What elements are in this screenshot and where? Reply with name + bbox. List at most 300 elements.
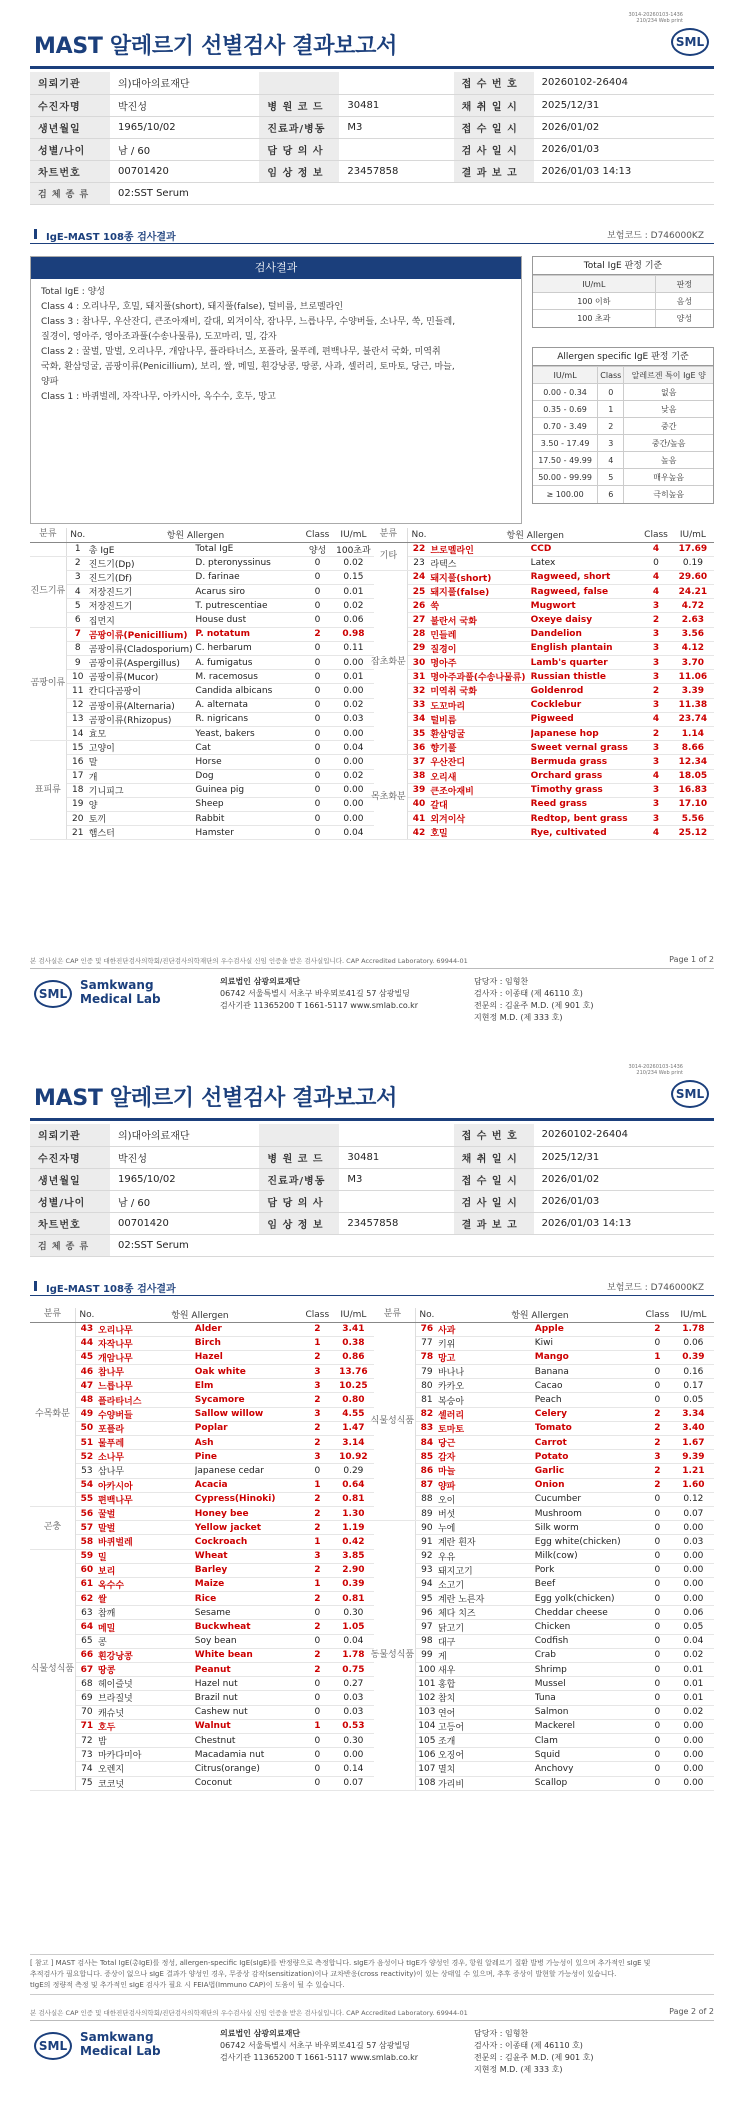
allergen-name-ko: 헤이즐넛 [98, 1677, 195, 1691]
allergen-value: 0.03 [333, 1691, 374, 1705]
allergen-class: 0 [302, 698, 333, 712]
allergen-name-en: Tomato [535, 1421, 642, 1435]
info-value: 23457858 [339, 160, 453, 182]
allergen-no: 62 [75, 1592, 98, 1606]
allergen-row [30, 1521, 374, 1535]
allergen-value: 1.78 [673, 1322, 714, 1336]
allergen-no: 27 [407, 613, 430, 627]
info-row [30, 138, 714, 160]
allergen-row [370, 783, 714, 797]
allergen-no: 67 [75, 1663, 98, 1677]
allergen-value: 0.01 [673, 1663, 714, 1677]
info-value: 30481 [339, 94, 453, 116]
allergen-class: 0 [302, 769, 333, 783]
info-row [30, 182, 714, 204]
allergen-name-ko: 우산잔디 [430, 755, 530, 769]
criteria-cell: ≥ 100.00 [533, 486, 598, 503]
allergen-value: 3.39 [672, 684, 714, 698]
allergen-no: 101 [415, 1677, 438, 1691]
allergen-name-ko: 곰팡이류(Aspergillus) [89, 656, 196, 670]
allergen-row [370, 1776, 714, 1790]
allergen-class: 4 [640, 585, 672, 599]
allergen-name-ko: 곰팡이류(Penicillium) [89, 627, 196, 641]
info-label: 성별/나이 [30, 1190, 110, 1212]
allergen-col: IU/mL [333, 528, 374, 542]
group-label: 식물성식품 [30, 1664, 75, 1675]
allergen-name-en: Timothy grass [531, 783, 641, 797]
info-value: 2026/01/02 [534, 1168, 714, 1190]
allergen-row [30, 1436, 374, 1450]
criteria-row [533, 452, 713, 469]
allergen-no: 73 [75, 1748, 98, 1762]
allergen-name-ko: 가리비 [438, 1776, 535, 1790]
allergen-no: 80 [415, 1379, 438, 1393]
allergen-name-ko: 라텍스 [430, 556, 530, 570]
allergen-name-ko: 명아주 [430, 656, 530, 670]
allergen-no: 91 [415, 1535, 438, 1549]
allergen-value: 0.86 [333, 1350, 374, 1364]
allergen-row [370, 797, 714, 811]
info-row [30, 1234, 714, 1256]
allergen-name-en: Crab [535, 1648, 642, 1662]
allergen-name-ko: 계란 흰자 [438, 1535, 535, 1549]
allergen-no: 15 [66, 741, 89, 755]
allergen-value: 0.02 [333, 599, 374, 613]
allergen-name-en: Cypress(Hinoki) [195, 1492, 302, 1506]
allergen-class: 0 [642, 1663, 673, 1677]
allergen-name-ko: 조개 [438, 1733, 535, 1747]
allergen-name-en: Peanut [195, 1663, 302, 1677]
specific-ige-title: Allergen specific IgE 판정 기준 [533, 348, 713, 366]
allergen-name-ko: 버섯 [438, 1506, 535, 1520]
allergen-name-en: Scallop [535, 1776, 642, 1790]
allergen-no: 76 [415, 1322, 438, 1336]
allergen-table-p1-right [370, 528, 714, 840]
allergen-class: 0 [302, 1776, 333, 1790]
allergen-name-ko: 땅콩 [98, 1663, 195, 1677]
allergen-no: 74 [75, 1762, 98, 1776]
allergen-class: 2 [302, 1506, 333, 1520]
allergen-row [370, 1393, 714, 1407]
allergen-name-en: Sycamore [195, 1393, 302, 1407]
allergen-name-ko: 고양이 [89, 741, 196, 755]
info-row [30, 72, 714, 94]
allergen-name-ko: 토끼 [89, 812, 196, 826]
allergen-no: 98 [415, 1634, 438, 1648]
allergen-class: 0 [302, 684, 333, 698]
allergen-row [370, 1563, 714, 1577]
allergen-class: 2 [642, 1436, 673, 1450]
allergen-no: 12 [66, 698, 89, 712]
allergen-value: 0.30 [333, 1733, 374, 1747]
allergen-class: 1 [302, 1478, 333, 1492]
allergen-row [370, 1691, 714, 1705]
allergen-no: 53 [75, 1464, 98, 1478]
allergen-row [370, 1521, 714, 1535]
allergen-name-ko: 고등어 [438, 1719, 535, 1733]
allergen-row [30, 1634, 374, 1648]
allergen-name-en: Cheddar cheese [535, 1606, 642, 1620]
info-label: 접 수 일 시 [454, 116, 534, 138]
allergen-name-en: Carrot [535, 1436, 642, 1450]
allergen-no: 59 [75, 1549, 98, 1563]
allergen-row [30, 1691, 374, 1705]
allergen-value: 0.00 [673, 1748, 714, 1762]
allergen-name-ko: 체다 치즈 [438, 1606, 535, 1620]
allergen-class: 2 [302, 1322, 333, 1336]
criteria-cell: 극히높음 [624, 486, 713, 503]
allergen-class: 4 [640, 769, 672, 783]
allergen-value: 3.40 [673, 1421, 714, 1435]
allergen-class: 2 [302, 1563, 333, 1577]
allergen-no: 7 [66, 627, 89, 641]
allergen-no: 83 [415, 1421, 438, 1435]
allergen-value: 0.00 [673, 1577, 714, 1591]
page-number: Page 2 of 2 [669, 2007, 714, 2016]
allergen-class: 0 [302, 1634, 333, 1648]
allergen-row [30, 613, 374, 627]
allergen-col: No. [66, 528, 89, 542]
allergen-row [370, 755, 714, 769]
allergen-value: 17.69 [672, 542, 714, 556]
allergen-name-ko: 말 [89, 755, 196, 769]
allergen-class: 0 [302, 585, 333, 599]
info-row [30, 94, 714, 116]
allergen-class: 3 [302, 1365, 333, 1379]
allergen-value: 0.01 [673, 1677, 714, 1691]
allergen-class: 0 [642, 1549, 673, 1563]
allergen-name-ko: 포플라 [98, 1421, 195, 1435]
allergen-name-ko: 브로멜라인 [430, 542, 530, 556]
allergen-class: 0 [642, 1776, 673, 1790]
allergen-no: 32 [407, 684, 430, 698]
allergen-name-ko: 오징어 [438, 1748, 535, 1762]
allergen-row [370, 1379, 714, 1393]
allergen-col: 항원 Allergen [89, 528, 302, 542]
allergen-class: 0 [302, 1705, 333, 1719]
group-label: 식물성식품 [370, 1415, 415, 1426]
patient-info-table [30, 72, 714, 205]
allergen-no: 92 [415, 1549, 438, 1563]
allergen-class: 4 [640, 570, 672, 584]
allergen-name-en: Honey bee [195, 1506, 302, 1520]
allergen-row [370, 1336, 714, 1350]
allergen-name-ko: 오리나무 [98, 1322, 195, 1336]
allergen-name-en: Ragweed, short [531, 570, 641, 584]
allergen-value: 0.39 [333, 1577, 374, 1591]
note-line: tIgE의 정량적 측정 및 추가적인 sIgE 검사가 필요 시 FEIA법(Immuno CAP)이 도움이 될 수 있습니다. [30, 1981, 345, 1989]
allergen-name-ko: 저장진드기 [89, 599, 196, 613]
allergen-row [370, 1450, 714, 1464]
info-value: 20260102-26404 [534, 72, 714, 94]
allergen-name-en: Japanese hop [531, 726, 641, 740]
allergen-no: 11 [66, 684, 89, 698]
allergen-value: 0.01 [333, 585, 374, 599]
allergen-name-en: Horse [195, 755, 302, 769]
allergen-no: 55 [75, 1492, 98, 1506]
signatures: 담당자 : 임형찬 검사자 : 이종태 (제 46110 호) 전문의 : 김윤주 M.D. (제 901 호) 지현정 M.D. (제 333 호) [474, 977, 594, 1022]
allergen-name-en: Rice [195, 1592, 302, 1606]
allergen-no: 41 [407, 812, 430, 826]
allergen-class: 1 [302, 1336, 333, 1350]
allergen-value: 0.03 [673, 1535, 714, 1549]
allergen-name-ko: 계란 노른자 [438, 1592, 535, 1606]
allergen-row [370, 542, 714, 556]
allergen-col: 항원 Allergen [430, 528, 640, 542]
allergen-name-en: Guinea pig [195, 783, 302, 797]
allergen-name-ko: 카카오 [438, 1379, 535, 1393]
info-value: M3 [339, 116, 453, 138]
allergen-name-ko: 메밀 [98, 1620, 195, 1634]
allergen-name-ko: 망고 [438, 1350, 535, 1364]
allergen-name-en: Rabbit [195, 812, 302, 826]
allergen-value: 1.14 [672, 726, 714, 740]
allergen-no: 94 [415, 1577, 438, 1591]
allergen-class: 0 [642, 1492, 673, 1506]
allergen-value: 0.02 [333, 769, 374, 783]
allergen-value: 0.00 [673, 1521, 714, 1535]
allergen-class: 0 [302, 812, 333, 826]
allergen-class: 0 [642, 1535, 673, 1549]
allergen-name-ko: 소고기 [438, 1577, 535, 1591]
allergen-class: 0 [642, 1336, 673, 1350]
allergen-col: Class [640, 528, 672, 542]
allergen-value: 0.00 [673, 1733, 714, 1747]
allergen-col: No. [415, 1308, 438, 1322]
allergen-name-en: Birch [195, 1336, 302, 1350]
info-value: 남 / 60 [110, 1190, 259, 1212]
allergen-class: 2 [302, 1620, 333, 1634]
sml-logo: SML [671, 28, 709, 56]
allergen-class: 4 [640, 542, 672, 556]
allergen-name-en: Pigweed [531, 712, 641, 726]
allergen-name-ko: 명아주과풀(수송나물류) [430, 670, 530, 684]
allergen-value: 4.72 [672, 599, 714, 613]
criteria-cell: 0.35 - 0.69 [533, 401, 598, 418]
allergen-no: 13 [66, 712, 89, 726]
allergen-value: 0.14 [333, 1762, 374, 1776]
criteria-cell: 100 이하 [533, 293, 655, 310]
report-title: MAST 알레르기 선별검사 결과보고서 [34, 1086, 398, 1111]
info-row [30, 1212, 714, 1234]
allergen-row [370, 1421, 714, 1435]
allergen-row [370, 1620, 714, 1634]
allergen-name-ko: 양파 [438, 1478, 535, 1492]
criteria-row [533, 486, 713, 503]
allergen-name-ko: 곰팡이류(Alternaria) [89, 698, 196, 712]
allergen-name-ko: 토마토 [438, 1421, 535, 1435]
allergen-value: 0.02 [673, 1705, 714, 1719]
allergen-name-en: Sweet vernal grass [531, 741, 641, 755]
allergen-value: 100초과 [333, 542, 374, 556]
allergen-no: 25 [407, 585, 430, 599]
allergen-row [370, 726, 714, 740]
allergen-name-en: Garlic [535, 1464, 642, 1478]
info-label: 채 취 일 시 [454, 94, 534, 116]
allergen-no: 36 [407, 741, 430, 755]
allergen-row [370, 613, 714, 627]
criteria-cell: 3.50 - 17.49 [533, 435, 598, 452]
allergen-row [370, 1648, 714, 1662]
allergen-class: 2 [642, 1464, 673, 1478]
allergen-no: 26 [407, 599, 430, 613]
allergen-class: 0 [302, 1677, 333, 1691]
allergen-name-en: A. alternata [195, 698, 302, 712]
group-label: 수목화분 [35, 1408, 70, 1419]
allergen-value: 1.30 [333, 1506, 374, 1520]
allergen-row [30, 670, 374, 684]
allergen-class: 2 [302, 1521, 333, 1535]
allergen-row [30, 698, 374, 712]
allergen-row [30, 712, 374, 726]
info-value [339, 138, 453, 160]
allergen-class: 0 [302, 641, 333, 655]
allergen-name-ko: 셀러리 [438, 1407, 535, 1421]
allergen-value: 25.12 [672, 826, 714, 840]
allergen-value: 11.38 [672, 698, 714, 712]
allergen-value: 10.25 [333, 1379, 374, 1393]
allergen-class: 2 [640, 684, 672, 698]
allergen-name-en: Macadamia nut [195, 1748, 302, 1762]
allergen-row [370, 641, 714, 655]
allergen-value: 0.98 [333, 627, 374, 641]
allergen-no: 21 [66, 826, 89, 840]
allergen-no: 77 [415, 1336, 438, 1350]
allergen-name-ko: 소나무 [98, 1450, 195, 1464]
allergen-value: 0.06 [673, 1336, 714, 1350]
allergen-value: 0.00 [333, 812, 374, 826]
allergen-name-en: Potato [535, 1450, 642, 1464]
allergen-name-en: Sesame [195, 1606, 302, 1620]
allergen-name-en: Yeast, bakers [195, 726, 302, 740]
allergen-class: 2 [302, 1421, 333, 1435]
allergen-no: 99 [415, 1648, 438, 1662]
allergen-name-ko: 효모 [89, 726, 196, 740]
allergen-name-en: P. notatum [195, 627, 302, 641]
allergen-class: 0 [302, 599, 333, 613]
allergen-name-ko: 편백나무 [98, 1492, 195, 1506]
allergen-class: 3 [640, 698, 672, 712]
allergen-value: 0.02 [333, 556, 374, 570]
allergen-no: 96 [415, 1606, 438, 1620]
allergen-name-en: Anchovy [535, 1762, 642, 1776]
section-header: IgE-MAST 108종 검사결과 보험코드 : D746000KZ [30, 1276, 714, 1296]
allergen-no: 31 [407, 670, 430, 684]
allergen-name-ko: 오리새 [430, 769, 530, 783]
allergen-value: 1.19 [333, 1521, 374, 1535]
allergen-no: 93 [415, 1563, 438, 1577]
allergen-no: 65 [75, 1634, 98, 1648]
allergen-class: 2 [302, 1393, 333, 1407]
allergen-name-ko: 큰조아재비 [430, 783, 530, 797]
allergen-no: 29 [407, 641, 430, 655]
allergen-value: 0.07 [333, 1776, 374, 1790]
allergen-name-ko: 오이 [438, 1492, 535, 1506]
allergen-name-en: Cacao [535, 1379, 642, 1393]
allergen-value: 0.00 [333, 797, 374, 811]
allergen-class: 0 [642, 1691, 673, 1705]
allergen-row [30, 1464, 374, 1478]
allergen-no: 75 [75, 1776, 98, 1790]
group-label: 기타 [379, 550, 398, 561]
allergen-group [30, 542, 66, 556]
info-label: 검 체 종 류 [30, 182, 110, 204]
allergen-name-ko: 게 [438, 1648, 535, 1662]
allergen-no: 102 [415, 1691, 438, 1705]
info-row [30, 116, 714, 138]
allergen-class: 0 [642, 1677, 673, 1691]
allergen-name-ko: 참나무 [98, 1365, 195, 1379]
allergen-name-en: C. herbarum [195, 641, 302, 655]
allergen-no: 69 [75, 1691, 98, 1705]
page-number: Page 1 of 2 [669, 955, 714, 964]
criteria-cell: 5 [598, 469, 624, 486]
allergen-name-ko: 개 [89, 769, 196, 783]
allergen-value: 0.30 [333, 1606, 374, 1620]
criteria-cell: 100 초과 [533, 310, 655, 327]
allergen-no: 34 [407, 712, 430, 726]
allergen-no: 87 [415, 1478, 438, 1492]
allergen-name-en: Oak white [195, 1365, 302, 1379]
allergen-name-ko: 저장진드기 [89, 585, 196, 599]
allergen-no: 103 [415, 1705, 438, 1719]
allergen-row [370, 1506, 714, 1520]
allergen-row [30, 812, 374, 826]
lab-logo: SML Samkwang Medical Lab [34, 2028, 194, 2068]
allergen-class: 2 [642, 1421, 673, 1435]
allergen-row [370, 1762, 714, 1776]
allergen-name-ko: 바퀴벌레 [98, 1535, 195, 1549]
allergen-name-en: Latex [531, 556, 641, 570]
allergen-name-ko: 우유 [438, 1549, 535, 1563]
allergen-name-en: Mushroom [535, 1506, 642, 1520]
allergen-row [30, 1705, 374, 1719]
allergen-value: 0.00 [333, 1748, 374, 1762]
allergen-name-en: M. racemosus [195, 670, 302, 684]
criteria-cell: 중간 [624, 418, 713, 435]
allergen-name-en: Acarus siro [195, 585, 302, 599]
allergen-row [30, 570, 374, 584]
allergen-row [30, 1648, 374, 1662]
allergen-name-en: Dandelion [531, 627, 641, 641]
info-label: 차트번호 [30, 160, 110, 182]
allergen-class: 2 [642, 1322, 673, 1336]
cap-notice: 본 검사실은 CAP 인증 및 대한진단검사의학회/진단검사의학재단의 우수검사실 신임 인증을 받은 검사실입니다. CAP Accredited Laboratory. 69944-01 [30, 2009, 468, 2017]
allergen-row [30, 1577, 374, 1591]
allergen-name-ko: 바나나 [438, 1365, 535, 1379]
allergen-value: 3.41 [333, 1322, 374, 1336]
allergen-class: 0 [302, 755, 333, 769]
allergen-class: 1 [302, 1719, 333, 1733]
allergen-name-en: Coconut [195, 1776, 302, 1790]
allergen-name-en: Yellow jacket [195, 1521, 302, 1535]
cap-notice: 본 검사실은 CAP 인증 및 대한진단검사의학회/진단검사의학재단의 우수검사실 신임 인증을 받은 검사실입니다. CAP Accredited Laboratory. 69944-01 [30, 957, 468, 965]
allergen-name-ko: 옥수수 [98, 1577, 195, 1591]
allergen-row [30, 1776, 374, 1790]
allergen-row [30, 1733, 374, 1747]
allergen-class: 2 [302, 1648, 333, 1662]
info-value: 2026/01/03 14:13 [534, 160, 714, 182]
allergen-name-en: Egg yolk(chicken) [535, 1592, 642, 1606]
allergen-name-en: Squid [535, 1748, 642, 1762]
allergen-no: 56 [75, 1506, 98, 1520]
allergen-group [370, 542, 407, 570]
allergen-row [370, 1407, 714, 1421]
allergen-name-ko: 감자 [438, 1450, 535, 1464]
allergen-no: 40 [407, 797, 430, 811]
criteria-cell: 낮음 [624, 401, 713, 418]
allergen-name-en: Orchard grass [531, 769, 641, 783]
